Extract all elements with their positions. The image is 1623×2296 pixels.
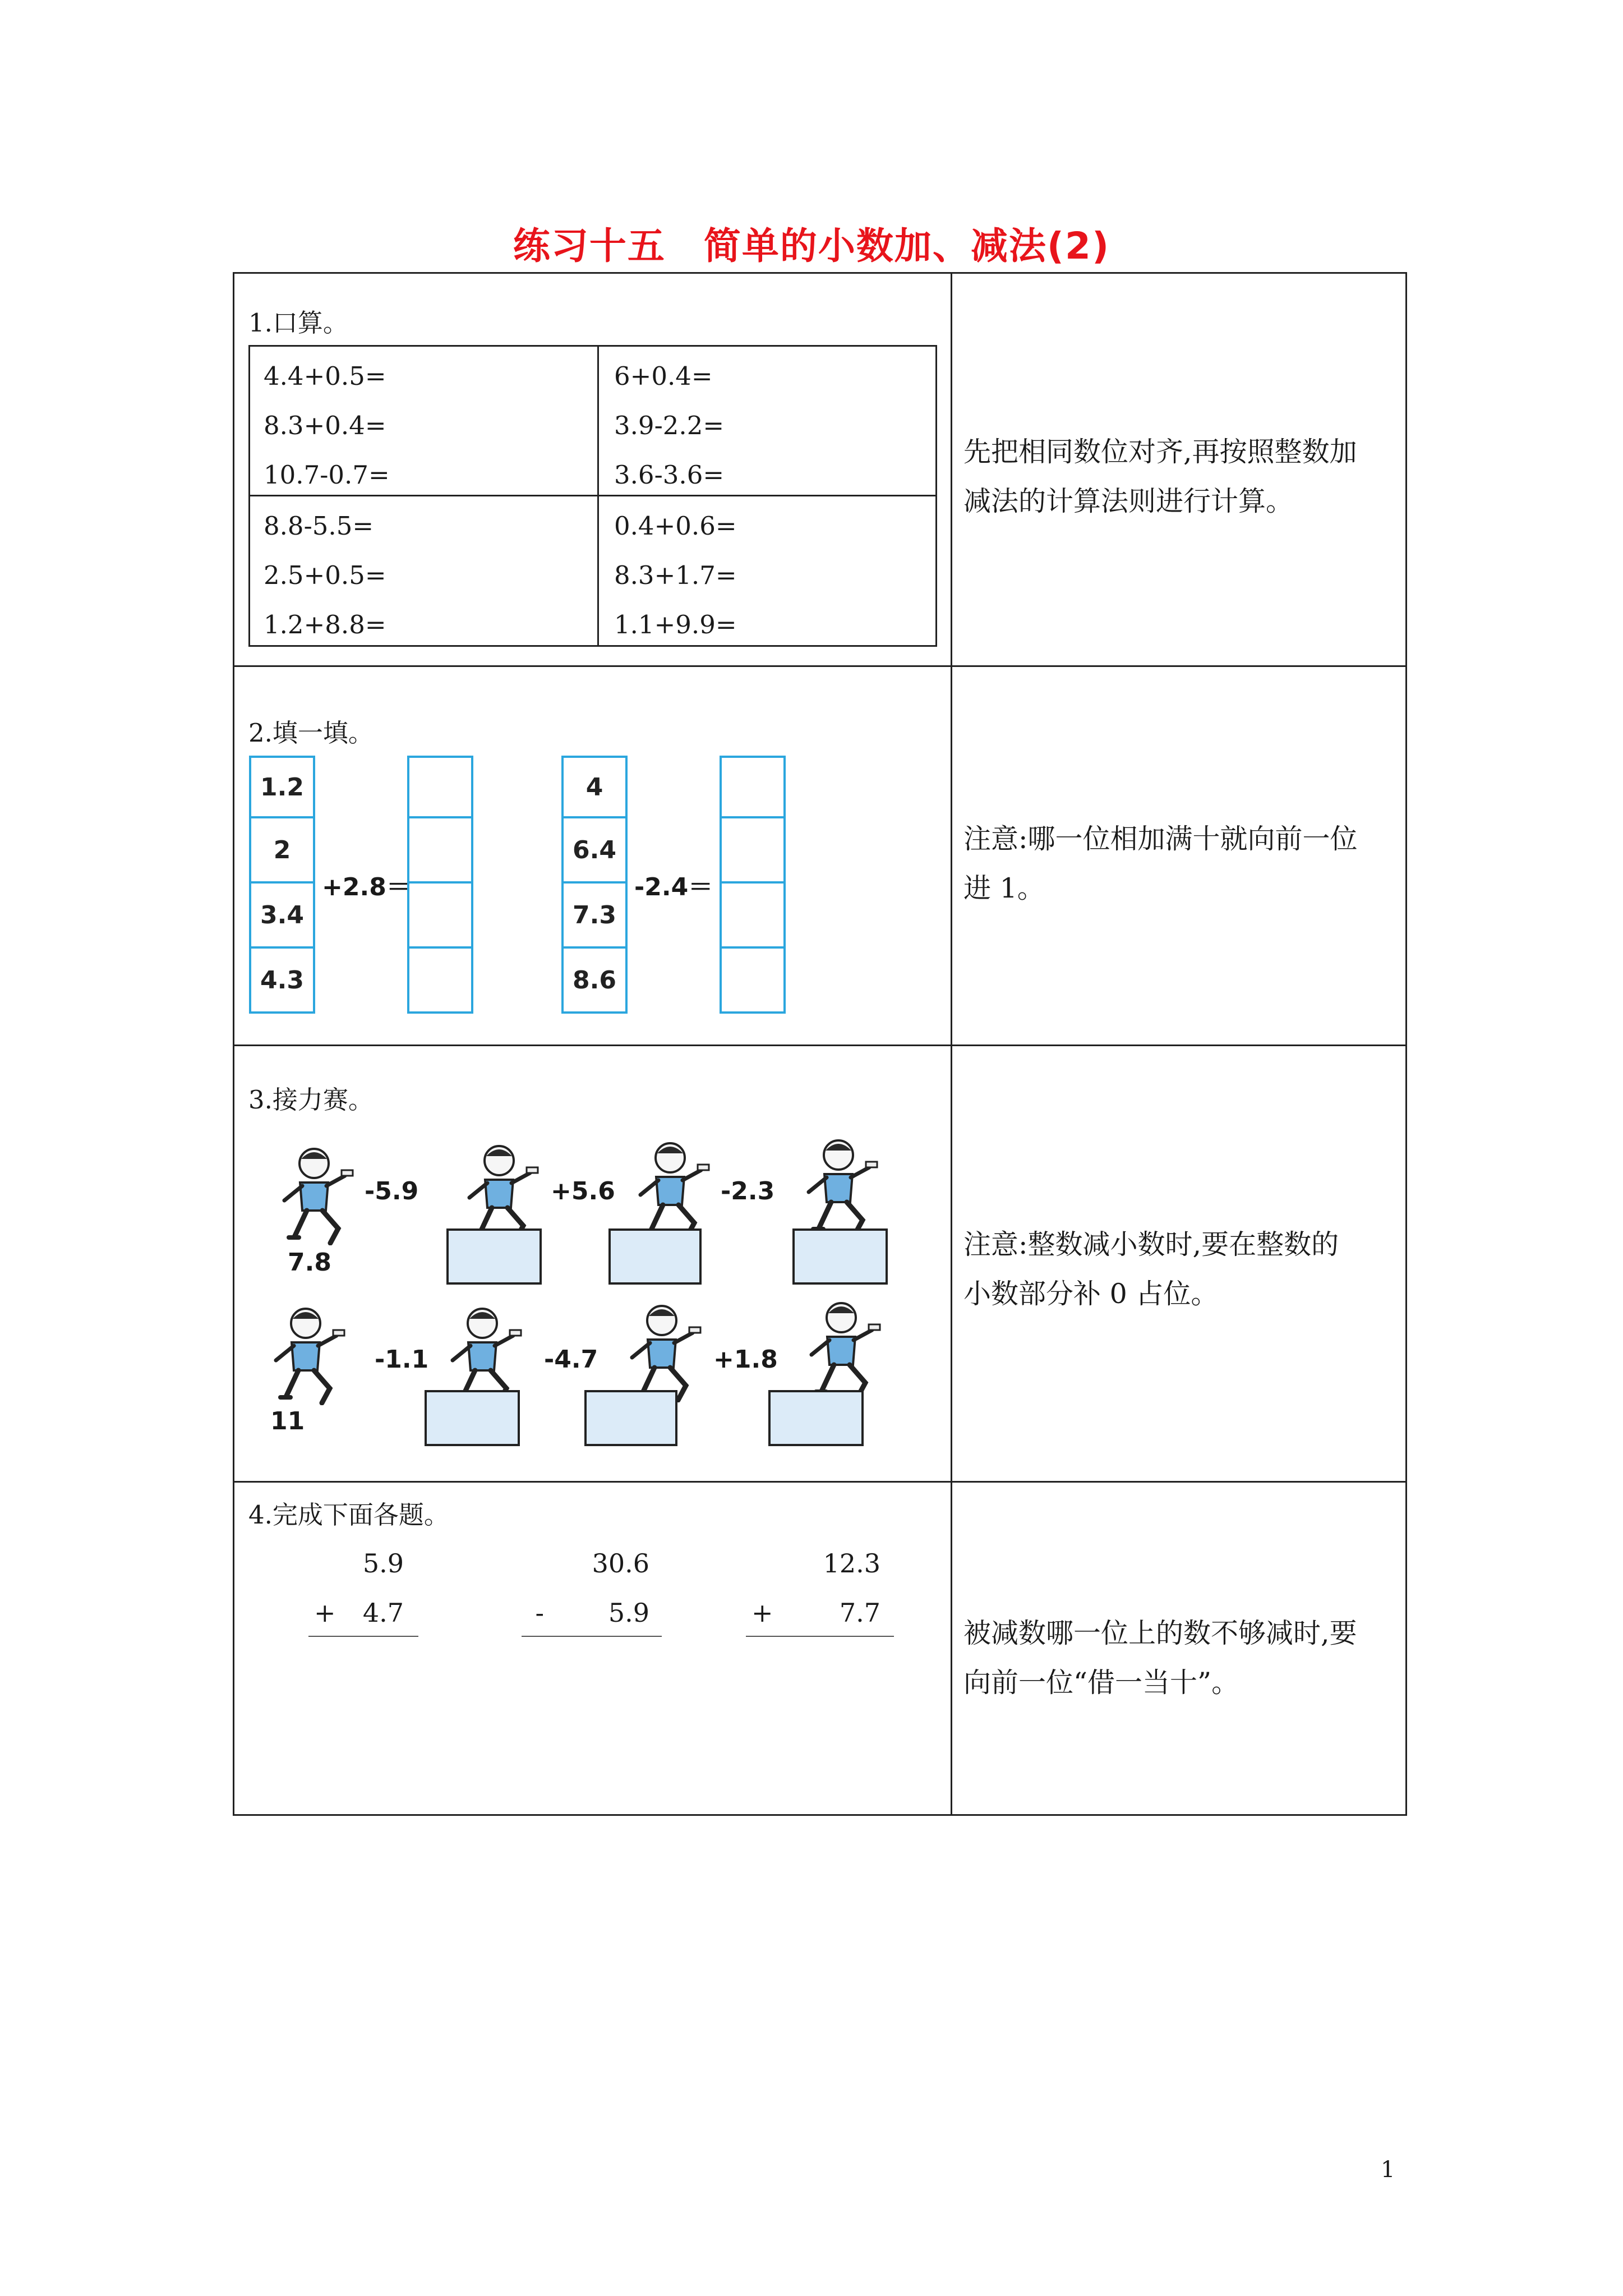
value-box: 4.3 xyxy=(249,949,315,1014)
grid-divider xyxy=(248,495,937,496)
oral-problem: 6+0.4= xyxy=(614,361,713,391)
vertical-operator: + xyxy=(314,1598,336,1628)
answer-box[interactable] xyxy=(407,818,473,884)
relay-answer-box[interactable] xyxy=(608,1228,702,1285)
runner-figure xyxy=(620,1301,704,1402)
relay-start-value: 7.8 xyxy=(288,1248,331,1277)
q1-label: 1.口算。 xyxy=(248,308,348,338)
runner-figure xyxy=(457,1142,541,1243)
runner-figure xyxy=(796,1136,880,1237)
value-box: 4 xyxy=(561,756,628,818)
given-values-column xyxy=(561,756,628,1014)
q1-tip xyxy=(963,427,1401,526)
row-divider xyxy=(233,1481,1407,1483)
row-divider xyxy=(233,665,1407,667)
tip-line: 注意:整数减小数时,要在整数的 xyxy=(963,1228,1339,1260)
relay-operation: +5.6 xyxy=(551,1177,615,1205)
tip-line: 小数部分补 0 占位。 xyxy=(963,1278,1219,1310)
answer-line xyxy=(746,1636,894,1637)
tip-line: 被减数哪一位上的数不够减时,要 xyxy=(963,1617,1357,1649)
oral-problem: 1.2+8.8= xyxy=(264,610,386,639)
answer-box[interactable] xyxy=(407,756,473,818)
oral-problem: 3.9-2.2= xyxy=(614,411,725,440)
oral-problem: 4.4+0.5= xyxy=(264,361,386,391)
operation-label: +2.8＝ xyxy=(322,873,411,901)
vertical-top-number: 12.3 xyxy=(823,1548,880,1579)
page-title: 练习十五 简单的小数加、减法(2) xyxy=(513,224,1110,268)
relay-operation: +1.8 xyxy=(713,1345,778,1374)
value-box: 6.4 xyxy=(561,818,628,884)
vertical-top-number: 30.6 xyxy=(592,1548,649,1579)
oral-problem: 8.3+0.4= xyxy=(264,411,386,440)
q2-label: 2.填一填。 xyxy=(248,718,374,748)
vertical-bottom-number: 7.7 xyxy=(839,1598,880,1628)
oral-problem: 8.8-5.5= xyxy=(264,511,374,541)
answer-box[interactable] xyxy=(407,949,473,1014)
oral-problem: 0.4+0.6= xyxy=(614,511,737,541)
oral-problem: 1.1+9.9= xyxy=(614,610,737,639)
q3-tip xyxy=(963,1220,1401,1319)
relay-operation: -4.7 xyxy=(544,1345,598,1374)
tip-line: 进 1。 xyxy=(963,872,1045,904)
runner-figure xyxy=(628,1139,712,1240)
relay-answer-box[interactable] xyxy=(584,1390,677,1446)
relay-answer-box[interactable] xyxy=(768,1390,864,1446)
runner-figure xyxy=(272,1144,356,1245)
answer-line xyxy=(308,1636,418,1637)
answer-box[interactable] xyxy=(720,884,786,949)
answer-line xyxy=(522,1636,662,1637)
answer-box[interactable] xyxy=(720,949,786,1014)
oral-problem: 2.5+0.5= xyxy=(264,560,386,590)
relay-operation: -2.3 xyxy=(721,1177,775,1205)
answer-box[interactable] xyxy=(720,818,786,884)
oral-problem: 10.7-0.7= xyxy=(264,460,390,490)
vertical-bottom-number: 5.9 xyxy=(608,1598,649,1628)
relay-answer-box[interactable] xyxy=(792,1228,888,1285)
tip-line: 减法的计算法则进行计算。 xyxy=(963,485,1294,517)
page-number: 1 xyxy=(1381,2157,1395,2183)
vertical-operator: + xyxy=(751,1598,773,1628)
operation-label: -2.4＝ xyxy=(634,873,713,901)
value-box: 8.6 xyxy=(561,949,628,1014)
relay-operation: -1.1 xyxy=(375,1345,429,1374)
runner-figure xyxy=(799,1299,883,1400)
value-box: 7.3 xyxy=(561,884,628,949)
relay-start-value: 11 xyxy=(270,1407,305,1435)
value-box: 1.2 xyxy=(249,756,315,818)
relay-operation: -5.9 xyxy=(365,1177,419,1205)
tip-line: 注意:哪一位相加满十就向前一位 xyxy=(963,823,1358,855)
oral-problem: 3.6-3.6= xyxy=(614,460,725,490)
answer-box[interactable] xyxy=(720,756,786,818)
oral-problem: 8.3+1.7= xyxy=(614,560,737,590)
given-values-column xyxy=(249,756,315,1014)
value-box: 3.4 xyxy=(249,884,315,949)
answer-column xyxy=(407,756,473,1014)
column-divider xyxy=(951,272,952,1816)
answer-column xyxy=(720,756,786,1014)
answer-box[interactable] xyxy=(407,884,473,949)
tip-line: 先把相同数位对齐,再按照整数加 xyxy=(963,436,1357,468)
vertical-operator: - xyxy=(535,1598,544,1628)
vertical-top-number: 5.9 xyxy=(362,1548,404,1579)
relay-answer-box[interactable] xyxy=(446,1228,542,1285)
relay-answer-box[interactable] xyxy=(425,1390,520,1446)
value-box: 2 xyxy=(249,818,315,884)
vertical-bottom-number: 4.7 xyxy=(362,1598,404,1628)
q4-label: 4.完成下面各题。 xyxy=(248,1500,449,1530)
runner-figure xyxy=(264,1304,348,1405)
tip-line: 向前一位“借一当十”。 xyxy=(963,1667,1239,1699)
q4-tip xyxy=(963,1609,1401,1708)
q2-tip xyxy=(963,815,1401,913)
q3-label: 3.接力赛。 xyxy=(248,1085,374,1115)
row-divider xyxy=(233,1045,1407,1046)
